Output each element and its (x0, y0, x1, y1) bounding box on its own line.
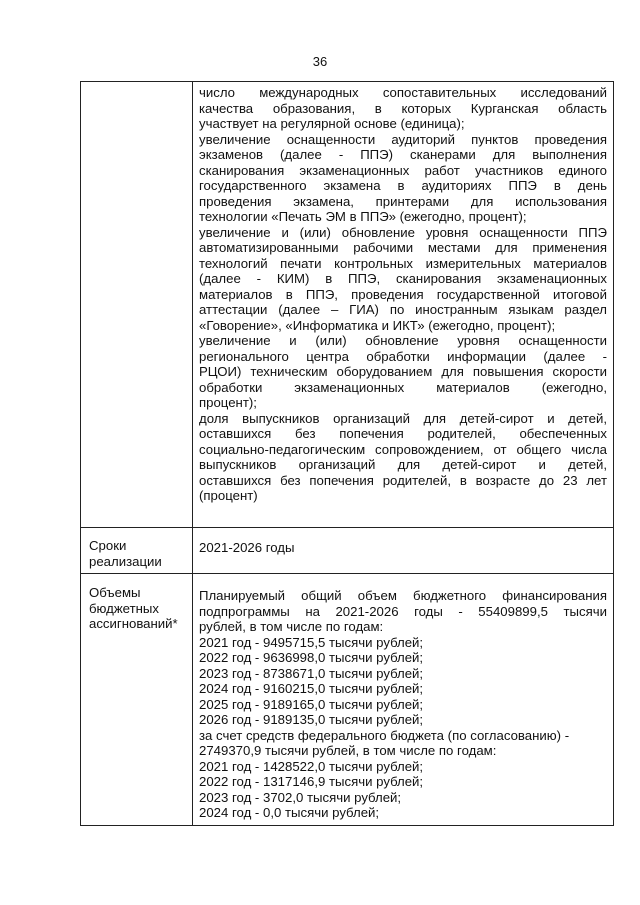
text-line: процент); (199, 395, 257, 410)
text-line: аттестации (далее – ГИА) по иностранным языкам раздел (199, 302, 607, 317)
text-line: 2022 год - 9636998,0 тысячи рублей; (199, 650, 424, 665)
text-line: проведения экзамена, принтерами для использования (199, 193, 607, 209)
text-line: рублей, в том числе по годам: (199, 619, 384, 634)
passport-table (80, 81, 614, 826)
text-line: государственного экзамена в аудиториях ППЭ в день (199, 178, 607, 193)
text-line: 2023 год - 3702,0 тысячи рублей; (199, 789, 402, 805)
row-value-terms (193, 528, 614, 574)
budget-text (199, 588, 607, 821)
row-value-budget (193, 574, 614, 826)
row-label-terms (81, 528, 193, 574)
text-line: 2024 год - 0,0 тысячи рублей; (199, 805, 380, 820)
text-line: экзаменов (далее - ППЭ) сканерами для выполнения (199, 147, 607, 162)
label-line: бюджетных (89, 600, 159, 616)
text-line: 2021 год - 9495715,5 тысячи рублей; (199, 634, 424, 650)
text-line: участвует на регулярной основе (единица); (199, 116, 465, 131)
text-line: автоматизированными рабочими местами для применения (199, 240, 607, 255)
table-row-budget (81, 574, 614, 826)
label-line: Сроки (89, 538, 127, 553)
text-line: увеличение и (или) обновление уровня оснащенности ППЭ (199, 224, 607, 240)
label-line: ассигнований* (89, 616, 178, 631)
text-line: 2024 год - 9160215,0 тысячи рублей; (199, 681, 424, 696)
text-line: технологий печати контрольных измерительных материалов (199, 255, 607, 271)
label-line: Объемы (89, 585, 141, 600)
row-label-budget (81, 574, 193, 826)
text-line: 2021 год - 1428522,0 тысячи рублей; (199, 758, 424, 774)
text-line: материалов в ППЭ, проведения государственной итоговой (199, 286, 607, 302)
text-line: 2026 год - 9189135,0 тысячи рублей; (199, 712, 424, 727)
text-line: 2749370,9 тысячи рублей, в том числе по годам: (199, 743, 497, 758)
text-line: оставшихся без попечения родителей, обеспеченных (199, 426, 607, 441)
table-row-indicators (81, 82, 614, 528)
text-line: за счет средств федерального бюджета (по согласованию) - (199, 727, 570, 743)
row-value-indicators (193, 82, 614, 528)
text-line: подпрограммы на 2021-2026 годы - 55409899,5 тысячи (199, 603, 607, 619)
text-line: (далее - КИМ) в ППЭ, сканирования экзаменационных (199, 271, 607, 286)
indicators-text (199, 85, 607, 504)
text-line: качества образования, в которых Курганская область (199, 100, 607, 116)
label-line: реализации (89, 553, 162, 569)
text-line: обработки экзаменационных материалов (ежегодно, (199, 379, 607, 395)
text-line: сканирования экзаменационных работ участников единого (199, 162, 607, 178)
text-line: РЦОИ) техническим оборудованием для повышения скорости (199, 364, 607, 379)
text-line: выпускников организаций для детей-сирот и детей, (199, 457, 607, 472)
text-line: (процент) (199, 488, 258, 503)
text-line: социально-педагогическим сопровождением, от общего числа (199, 441, 607, 457)
text-line: увеличение и (или) обновление уровня оснащенности (199, 333, 607, 348)
text-line: число международных сопоставительных исследований (199, 85, 607, 100)
terms-value: 2021-2026 годы (199, 540, 295, 555)
text-line: «Говорение», «Информатика и ИКТ» (ежегодно, процент); (199, 317, 556, 333)
text-line: регионального центра обработки информации (далее - (199, 348, 607, 364)
row-label-indicators (81, 82, 193, 528)
text-line: оставшихся без попечения родителей, в возрасте до 23 лет (199, 472, 607, 488)
text-line: доля выпускников организаций для детей-сирот и детей, (199, 410, 607, 426)
table-row-terms (81, 528, 614, 574)
text-line: технологии «Печать ЭМ в ППЭ» (ежегодно, процент); (199, 209, 527, 224)
text-line: 2025 год - 9189165,0 тысячи рублей; (199, 696, 424, 712)
text-line: Планируемый общий объем бюджетного финансирования (199, 588, 607, 603)
text-line: 2023 год - 8738671,0 тысячи рублей; (199, 665, 424, 681)
page-number: 36 (312, 54, 328, 69)
text-line: 2022 год - 1317146,9 тысячи рублей; (199, 774, 424, 789)
text-line: увеличение оснащенности аудиторий пунктов проведения (199, 131, 607, 147)
